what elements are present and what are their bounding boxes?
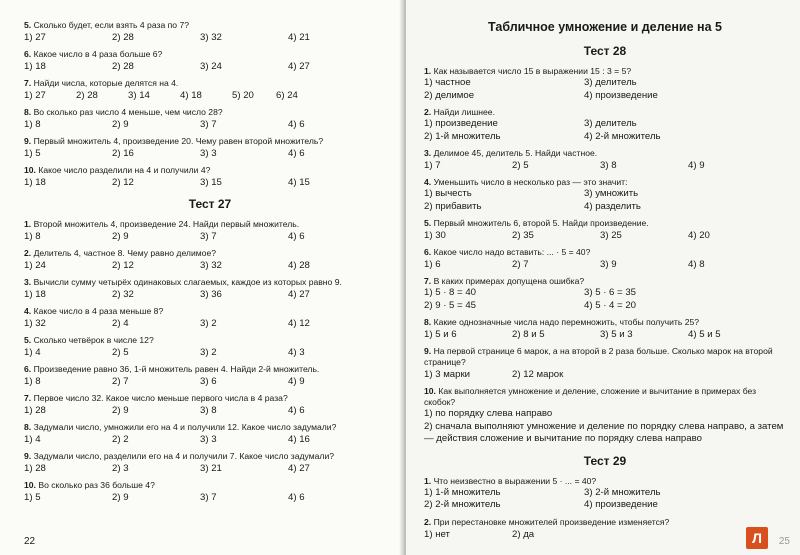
t27-q6: 6. Произведение равно 36, 1-й множитель равен 4. Найди 2-й множитель. 1) 8 2) 7 3) 6 4) 9 [24,364,396,388]
test27-title: Тест 27 [188,197,232,211]
t27-q10-option[interactable]: 2) 9 [112,492,129,503]
t28-q8-option[interactable]: 1) 5 и 6 [424,329,457,340]
t28-q7-option[interactable]: 1) 5 · 8 = 40 [424,287,476,298]
t28-q2: 2. Найди лишнее. 1) произведение 3) делитель 2) 1-й множитель 4) 2-й множитель [424,107,786,143]
top-q6-option[interactable]: 2) 12 [112,177,134,188]
t29-q1: 1. Что неизвестно в выражении 5 · ... = 40? 1) 1-й множитель 3) 2-й множитель 2) 2-й множитель 4) произведение [424,476,786,512]
t27-q10-option[interactable]: 1) 5 [24,492,41,503]
t29-q1-option[interactable]: 2) 2-й множитель [424,499,501,510]
t27-q7-option[interactable]: 4) 6 [288,405,305,416]
t27-q1-option[interactable]: 3) 7 [200,231,217,242]
top-q1: 5. Сколько будет, если взять 4 раза по 7? 1) 27 2) 28 3) 32 4) 21 [24,20,396,44]
top-q3-option[interactable]: 5) 20 [232,90,254,101]
t28-q1-option[interactable]: 3) делитель [584,77,637,88]
right-page [406,0,800,555]
t27-q3-option[interactable]: 2) 32 [112,289,134,300]
test27-questions [24,219,396,504]
top-q3-option[interactable]: 4) 18 [180,90,202,101]
top-q4-option[interactable]: 1) 8 [24,119,41,130]
t27-q10-option[interactable]: 4) 6 [288,492,305,503]
top-q3-option[interactable]: 3) 14 [128,90,150,101]
t27-q8-option[interactable]: 2) 2 [112,434,129,445]
publisher-logo-icon: Л [746,527,768,549]
t28-q4: 4. Уменьшить число в несколько раз — это значит: 1) вычесть 3) умножить 2) прибавить 4) разделить [424,177,786,213]
top-q2-option[interactable]: 4) 27 [288,61,310,72]
t27-q1: 1. Второй множитель 4, произведение 24. Найди первый множитель. 1) 8 2) 9 3) 7 4) 6 [24,219,396,243]
t28-q10-option[interactable]: 1) по порядку слева направо [424,408,553,419]
t27-q6-option[interactable]: 2) 7 [112,376,129,387]
t27-q2: 2. Делитель 4, частное 8. Чему равно делимое? 1) 24 2) 12 3) 32 4) 28 [24,248,396,272]
t28-q1-option[interactable]: 4) произведение [584,89,658,101]
top-q4-option[interactable]: 4) 6 [288,119,305,130]
t27-q9: 9. Задумали число, разделили его на 4 и получили 7. Какое число задумали? 1) 28 2) 3 3) 21 4) 27 [24,451,396,475]
top-q6: 10. Какое число разделили на 4 и получили 4? 1) 18 2) 12 3) 15 4) 15 [24,165,396,189]
t27-q10: 10. Во сколько раз 36 больше 4? 1) 5 2) 9 3) 7 4) 6 [24,480,396,504]
t28-q3-option[interactable]: 3) 8 [600,160,617,171]
t28-q2-option[interactable]: 3) делитель [584,118,637,129]
t27-q9-option[interactable]: 1) 28 [24,463,46,474]
t27-q8: 8. Задумали число, умножили его на 4 и получили 12. Какое число задумали? 1) 4 2) 2 3) 3 4) 16 [24,422,396,446]
top-q3-option[interactable]: 2) 28 [76,90,98,101]
t29-q2-option[interactable]: 1) нет [424,528,450,540]
t28-q7-option[interactable]: 4) 5 · 4 = 20 [584,299,636,311]
t28-q7: 7. В каких примерах допущена ошибка? 1) 5 · 8 = 40 3) 5 · 6 = 35 2) 9 · 5 = 45 4) 5 · 4 = 20 [424,276,786,312]
t28-q8: 8. Какие однозначные числа надо перемножить, чтобы получить 25? 1) 5 и 6 2) 8 и 5 3) 5 и 3 4) 5 и 5 [424,317,786,341]
top-q1-option[interactable]: 1) 27 [24,32,46,43]
t28-q4-option[interactable]: 3) умножить [584,188,639,199]
top-q6-option[interactable]: 3) 15 [200,177,222,188]
page-number-left: 22 [24,536,36,547]
t29-q1-option[interactable]: 3) 2-й множитель [584,486,661,498]
t28-q2-option[interactable]: 2) 1-й множитель [424,130,501,142]
top-q6-option[interactable]: 1) 18 [24,177,46,188]
top-q3: 7. Найди числа, которые делятся на 4. 1) 27 2) 28 3) 14 4) 18 5) 20 6) 24 [24,78,396,102]
t27-q2-option[interactable]: 3) 32 [200,260,222,271]
top-q6-option[interactable]: 4) 15 [288,177,310,188]
t27-q3-option[interactable]: 4) 27 [288,289,310,300]
page-number-right: 25 [778,536,790,547]
test28-title: Тест 28 [583,44,627,58]
left-top-questions [24,20,396,189]
t28-q5: 5. Первый множитель 6, второй 5. Найди произведение. 1) 30 2) 35 3) 25 4) 20 [424,218,786,242]
t28-q3-option[interactable]: 1) 7 [424,160,441,171]
t28-q1-option[interactable]: 1) частное [424,77,471,88]
t28-q9: 9. На первой странице 6 марок, а на второй в 2 раза больше. Сколько марок на второй странице? 1) 3 марки 2) 12 марок [424,346,773,380]
t27-q7-option[interactable]: 3) 8 [200,405,217,416]
top-q5-option[interactable]: 1) 5 [24,148,41,159]
t28-q3: 3. Делимое 45, делитель 5. Найди частное. 1) 7 2) 5 3) 8 4) 9 [424,148,786,172]
t29-q2: 2. При перестановке множителей произведение изменяется? 1) нет 2) да [424,516,670,540]
t28-q8-option[interactable]: 3) 5 и 3 [600,329,633,340]
t28-q6-option[interactable]: 1) 6 [424,259,441,270]
t28-q8-option[interactable]: 4) 5 и 5 [688,329,721,340]
t28-q3-option[interactable]: 4) 9 [688,160,705,171]
t27-q6-option[interactable]: 1) 8 [24,376,41,387]
t28-q2-option[interactable]: 1) произведение [424,118,498,129]
top-q1-option[interactable]: 2) 28 [112,32,134,43]
section-title: Табличное умножение и деление на 5 [488,20,722,34]
t27-q9-option[interactable]: 3) 21 [200,463,222,474]
top-q2-option[interactable]: 3) 24 [200,61,222,72]
t27-q4-option[interactable]: 4) 12 [288,318,310,329]
t27-q2-option[interactable]: 2) 12 [112,260,134,271]
t28-q3-option[interactable]: 2) 5 [512,160,529,171]
t27-q9-option[interactable]: 4) 27 [288,463,310,474]
t27-q6-option[interactable]: 4) 9 [288,376,305,387]
t27-q2-option[interactable]: 4) 28 [288,260,310,271]
t27-q7-option[interactable]: 1) 28 [24,405,46,416]
t27-q3: 3. Вычисли сумму четырёх одинаковых слагаемых, каждое из которых равно 9. 1) 18 2) 32 3) 36 4) 27 [24,277,396,301]
t28-q9-option[interactable]: 1) 3 марки [424,369,471,380]
t27-q4: 4. Какое число в 4 раза меньше 8? 1) 32 2) 4 3) 2 4) 12 [24,306,396,330]
t28-q6-option[interactable]: 4) 8 [688,259,705,270]
t27-q5: 5. Сколько четвёрок в числе 12? 1) 4 2) 5 3) 2 4) 3 [24,335,396,359]
top-q5: 9. Первый множитель 4, произведение 20. Чему равен второй множитель? 1) 5 2) 16 3) 3 4) 6 [24,136,396,160]
t28-q5-option[interactable]: 3) 25 [600,230,622,241]
t27-q2-option[interactable]: 1) 24 [24,260,46,271]
top-q4: 8. Во сколько раз число 4 меньше, чем число 28? 1) 8 2) 9 3) 7 4) 6 [24,107,396,131]
t27-q4-option[interactable]: 1) 32 [24,318,46,329]
t27-q8-option[interactable]: 1) 4 [24,434,41,445]
top-q4-option[interactable]: 3) 7 [200,119,217,130]
t28-q7-option[interactable]: 3) 5 · 6 = 35 [584,287,636,298]
top-q1-option[interactable]: 3) 32 [200,32,222,43]
top-q2-option[interactable]: 2) 28 [112,61,134,72]
t29-q2-option[interactable]: 2) да [512,528,535,540]
t27-q5-option[interactable]: 2) 5 [112,347,129,358]
t27-q1-option[interactable]: 4) 6 [288,231,305,242]
top-q2: 6. Какое число в 4 раза больше 6? 1) 18 2) 28 3) 24 4) 27 [24,49,396,73]
t29-q1-option[interactable]: 1) 1-й множитель [424,486,501,498]
t27-q1-option[interactable]: 2) 9 [112,231,129,242]
t28-q4-option[interactable]: 4) разделить [584,200,641,212]
t28-q6: 6. Какое число надо вставить: ... · 5 = 40? 1) 6 2) 7 3) 9 4) 8 [424,247,786,271]
top-q5-option[interactable]: 2) 16 [112,148,134,159]
t28-q6-option[interactable]: 3) 9 [600,259,617,270]
t27-q6-option[interactable]: 3) 6 [200,376,217,387]
t28-q5-option[interactable]: 4) 20 [688,230,710,241]
t27-q10-option[interactable]: 3) 7 [200,492,217,503]
t28-q4-option[interactable]: 1) вычесть [424,188,472,199]
top-q2-option[interactable]: 1) 18 [24,61,46,72]
t27-q3-option[interactable]: 3) 36 [200,289,222,300]
t27-q8-option[interactable]: 4) 16 [288,434,310,445]
t28-q7-option[interactable]: 2) 9 · 5 = 45 [424,299,476,311]
t27-q7-option[interactable]: 2) 9 [112,405,129,416]
t28-q6-option[interactable]: 2) 7 [512,259,529,270]
t27-q9-option[interactable]: 2) 3 [112,463,129,474]
t27-q4-option[interactable]: 2) 4 [112,318,129,329]
t27-q5-option[interactable]: 1) 4 [24,347,41,358]
top-q5-option[interactable]: 4) 6 [288,148,305,159]
t28-q2-option[interactable]: 4) 2-й множитель [584,130,661,142]
t27-q5-option[interactable]: 4) 3 [288,347,305,358]
t29-q1-option[interactable]: 4) произведение [584,499,658,510]
test29-title: Тест 29 [583,453,627,468]
t27-q8-option[interactable]: 3) 3 [200,434,217,445]
t28-q10-option[interactable]: 2) сначала выполняют умножение и деление по порядку слева направо, а затем — действия сложение и вычитание по порядку слева направо [424,420,784,444]
t27-q7: 7. Первое число 32. Какое число меньше первого числа в 4 раза? 1) 28 2) 9 3) 8 4) 6 [24,393,396,417]
top-q1-option[interactable]: 4) 21 [288,32,310,43]
top-q4-option[interactable]: 2) 9 [112,119,129,130]
t28-q5-option[interactable]: 1) 30 [424,230,446,241]
t28-q4-option[interactable]: 2) прибавить [424,200,482,212]
t27-q4-option[interactable]: 3) 2 [200,318,217,329]
t28-q8-option[interactable]: 2) 8 и 5 [512,329,545,340]
t28-q5-option[interactable]: 2) 35 [512,230,534,241]
t27-q3-option[interactable]: 1) 18 [24,289,46,300]
t28-q1: 1. Как называется число 15 в выражении 15 : 3 = 5? 1) частное 3) делитель 2) делимое 4) произведение [424,66,786,102]
top-q5-option[interactable]: 3) 3 [200,148,217,159]
t28-q9-option[interactable]: 2) 12 марок [512,369,564,380]
top-q3-option[interactable]: 1) 27 [24,90,46,101]
top-q3-option[interactable]: 6) 24 [276,90,298,101]
t27-q5-option[interactable]: 3) 2 [200,347,217,358]
t28-q10: 10. Как выполняется умножение и деление, сложение и вычитание в примерах без скобок? 1) по порядку слева направо 2) сначала выполняют умножение и деление по порядку слева направо, а затем — действия сложение и вычитание по порядку слева направо [424,386,786,446]
t28-q1-option[interactable]: 2) делимое [424,89,475,101]
t27-q1-option[interactable]: 1) 8 [24,231,41,242]
